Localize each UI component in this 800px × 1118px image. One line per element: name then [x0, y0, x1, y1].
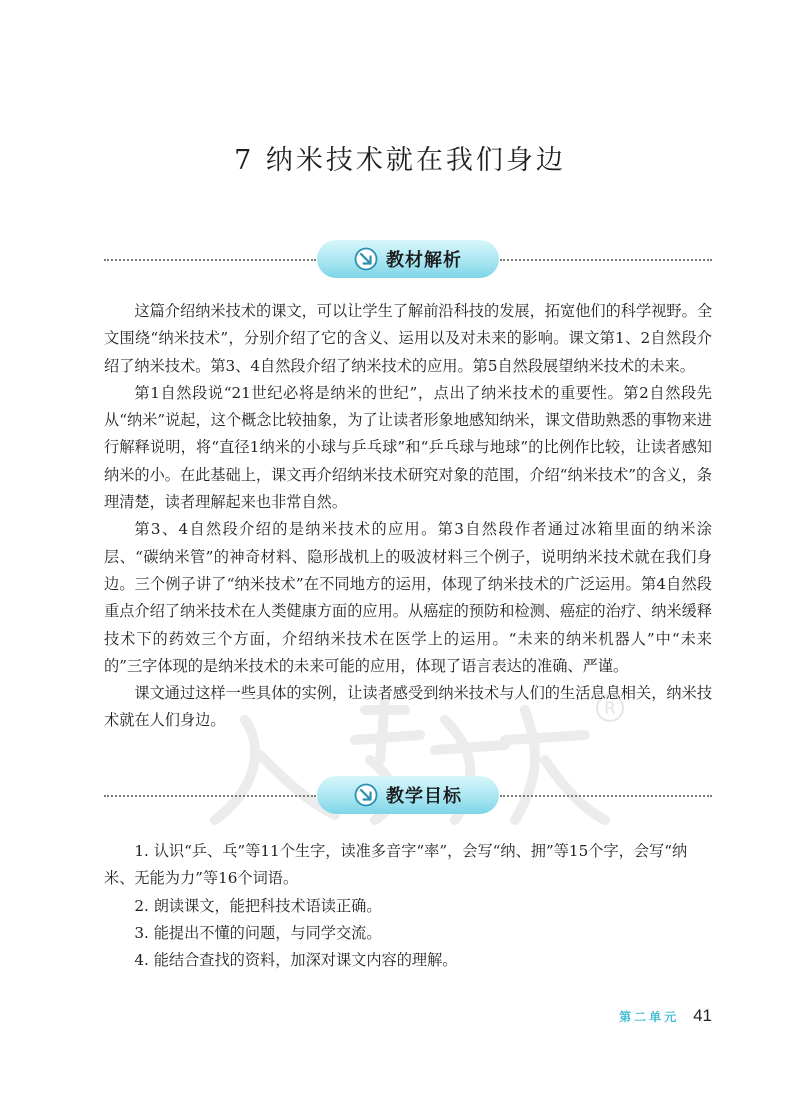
- paragraph: 这篇介绍纳米技术的课文，可以让学生了解前沿科技的发展，拓宽他们的科学视野。全文围绕“纳米技术”，分别介绍了它的含义、运用以及对未来的影响。课文第1、2自然段介绍了纳米技术。第3、4自然段介绍了纳米技术的应用。第5自然段展望纳米技术的未来。: [104, 302, 712, 375]
- paragraph: 课文通过这样一些具体的实例，让读者感受到纳米技术与人们的生活息息相关，纳米技术就在人们身边。: [104, 684, 712, 730]
- paragraph: 第1自然段说“21世纪必将是纳米的世纪”，点出了纳米技术的重要性。第2自然段先从“纳米”说起，这个概念比较抽象，为了让读者形象地感知纳米，课文借助熟悉的事物来进行解释说明，将“直径1纳米的小球与乒乓球”和“乒乓球与地球”的比例作比较，让读者感知纳米的小。在此基础上，课文再介绍纳米技术研究对象的范围，介绍“纳米技术”的含义，条理清楚，读者理解起来也非常自然。: [104, 383, 712, 512]
- section-heading-label: 教学目标: [386, 786, 462, 807]
- dotted-divider: [500, 259, 712, 261]
- list-item: 1. 认识“乒、乓”等11个生字，读准多音字“率”，会写“纳、拥”等15个字，会写“纳米、无能为力”等16个词语。: [104, 842, 688, 888]
- teaching-objectives-list: [104, 838, 712, 974]
- list-item: 2. 朗读课文，能把科技术语读正确。: [134, 896, 382, 915]
- unit-label: 第二单元: [619, 1010, 680, 1024]
- page-title: 7 纳米技术就在我们身边: [234, 145, 566, 176]
- paragraph: 第3、4自然段介绍的是纳米技术的应用。第3自然段作者通过冰箱里面的纳米涂层、“碳纳米管”的神奇材料、隐形战机上的吸波材料三个例子，说明纳米技术就在我们身边。三个例子讲了“纳米技术”在不同地方的运用，体现了纳米技术的广泛运用。第4自然段重点介绍了纳米技术在人类健康方面的应用。从癌症的预防和检测、癌症的治疗、纳米缓释技术下的药效三个方面，介绍纳米技术在医学上的运用。“未来的纳米机器人”中“未来的”三字体现的是纳米技术的未来可能的应用，体现了语言表达的准确、严谨。: [104, 520, 712, 675]
- list-item: 3. 能提出不懂的问题，与同学交流。: [134, 923, 382, 942]
- arrow-down-right-icon: [354, 247, 378, 271]
- section-heading-textbook-analysis: [104, 240, 712, 280]
- section-heading-teaching-objectives: [104, 776, 712, 816]
- section-heading-label: 教材解析: [386, 250, 462, 271]
- list-item: 4. 能结合查找的资料，加深对课文内容的理解。: [134, 951, 458, 970]
- dotted-divider: [500, 795, 712, 797]
- arrow-down-right-icon: [354, 783, 378, 807]
- dotted-divider: [104, 259, 316, 261]
- section-heading-badge: [317, 240, 499, 278]
- svg-text:R: R: [604, 699, 616, 719]
- dotted-divider: [104, 795, 316, 797]
- page-number: 41: [693, 1006, 712, 1025]
- section-heading-badge: [317, 776, 499, 814]
- page-footer: [619, 1006, 712, 1026]
- textbook-analysis-body: [104, 298, 712, 735]
